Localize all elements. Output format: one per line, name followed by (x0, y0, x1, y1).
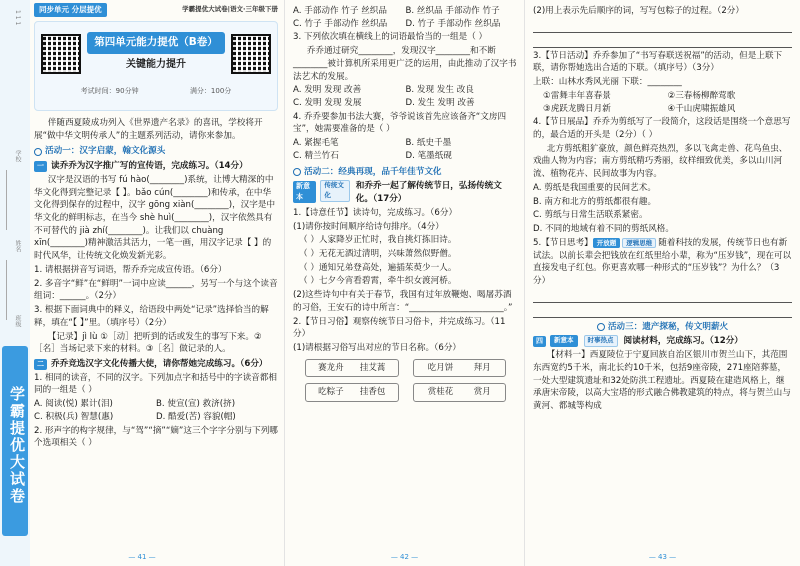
material-text: 【材料一】西夏陵位于宁夏回族自治区银川市贺兰山下，其范围东西宽约5千米，南北长约10千米，包括9座帝陵，271座陪葬墓，一处大型建筑遗址和32处防洪工程遗址。西夏陵在建造风格上，继承唐宋帝陵，以高大宝塔的形式融合佛教建筑的特点，将与贺兰山与黄河、都城等构成 (533, 350, 791, 411)
option[interactable]: A. 紧握毛笔 (293, 138, 339, 149)
question: 3. 根据下面词典中的释义，给语段中两处“记录”选择恰当的解释，填在“【 】”里。（填序号）（2分） (34, 305, 269, 328)
option[interactable]: ④千山虎啸振雄风 (667, 103, 736, 114)
qr-code-icon[interactable] (41, 34, 81, 74)
strip-top-text: 1 1 1 (14, 10, 21, 26)
option-list (293, 5, 518, 30)
page-41 (0, 0, 284, 566)
option[interactable]: C. 发明 发现 发展 (293, 98, 362, 109)
qr-code-icon[interactable] (231, 34, 271, 74)
poem-line: （ ）无花无酒过清明，兴味萧然似野僧。 (299, 248, 457, 259)
topic-pill: 新意本 (550, 335, 578, 347)
passage: 汉字是汉语的书写 fú hào(________)系统，让博大精深的中华文化得到完整记录【 】。bǎo cún(________)和传承，在中华文化得到保存的过程中，汉字 gōng xiàn(________)，汉字是中华文化的鲜明标志，在当今 shè huì(________)，汉字依然具有不可替代的 jià zhí(________)。让我们以 chuàng xīn(________)精神激活其活力，一笔一画，用汉字记录【 】的时代风华，让传统文化焕发新光彩。 (34, 174, 276, 262)
intro-text: 伴随西夏陵成功列入《世界遗产名录》的喜讯，学校将开展“做中华文明传承人”的主题系列活动，请你来参加。 (34, 118, 263, 141)
question: (2)用上表示先后顺序的词，写写包粽子的过程。（2分） (533, 6, 744, 16)
custom-card: 吃粽子 挂香包 (305, 383, 399, 402)
page-number: — 42 — (390, 552, 419, 561)
activity-heading: 活动一：汉字启蒙，翰文化源头 (34, 145, 278, 158)
option[interactable]: B. 纸史千墨 (405, 138, 452, 149)
answer-line[interactable] (533, 291, 792, 303)
custom-card: 吃月饼 拜月 (413, 359, 507, 378)
option[interactable]: C. 积极(兵) 智慧(惠) (34, 411, 114, 422)
section-number: 一 (34, 161, 47, 172)
page-number: — 41 — (128, 552, 156, 561)
question: 5.【节日思考】 开放题 逻辑思维 随着科技的发展，传统节日也有新试法。以前长辈会把钱放在红纸里给小辈，称为“压岁钱”，现在可以直接发电子红包。你更喜欢哪一种形式的“压岁钱”？为什么？（3分） (533, 237, 792, 286)
option[interactable]: ③虎跃龙腾日月新 (543, 103, 611, 114)
page-number: — 43 — (648, 552, 677, 561)
couplet-prompt: 上联：山林水秀风光丽 下联：________ (533, 77, 682, 88)
answer-line[interactable] (533, 21, 792, 33)
activity-heading: 活动三：遗产探秘，传文明薪火 (533, 321, 792, 334)
option[interactable]: ①雷舞丰年喜春景 (543, 90, 611, 101)
question: 2. 形声字的构字规律，与“驾”“摘”“嫡”这三个字字分别与下列哪个选项相关（ ） (34, 425, 278, 449)
option[interactable]: A. 发明 发现 改善 (293, 85, 362, 96)
section-number: 二 (34, 359, 47, 370)
topic-pill: 传统文化 (320, 180, 349, 201)
option-list (293, 137, 518, 162)
class-label: 班级 (14, 315, 21, 327)
question: (2)这些诗句中有关于春节，我国有过年放鞭炮、喝屠苏酒的习俗，王安石的诗中所言：“______________________。” (293, 290, 513, 313)
question: 4.【节日展品】乔乔为剪纸写了一段简介，这段话是围绕一个意思写的，最合适的开头是（2分）（ ） (533, 117, 791, 141)
option[interactable]: D. 竹子 手部动作 丝织品 (405, 18, 501, 29)
magnifier-icon (293, 168, 301, 176)
option-list (543, 90, 792, 115)
question: 4. 乔乔要参加书法大赛，爷爷说该首先应该备齐“文房四宝”，她需要准备的是（ ） (293, 111, 507, 135)
option[interactable]: B. 南方和北方的剪纸都很有趣。 (533, 196, 657, 207)
section-number: 四 (533, 336, 546, 347)
section-heading: 一 读乔乔为汉字推广写的宣传语，完成练习。（14分） (34, 160, 278, 173)
question: 1.【诗意任节】读诗句，完成练习。（6分） (293, 207, 458, 218)
option[interactable]: B. 发现 发生 改良 (405, 85, 474, 96)
option[interactable]: B. 使宣(宣) 救济(挤) (156, 399, 236, 410)
custom-card: 赛龙舟 挂艾蒿 (305, 359, 399, 378)
unit-subtitle: 关键能力提升 (126, 59, 186, 70)
page-42 (284, 0, 524, 566)
topic-pill: 开放题 (593, 238, 621, 248)
option[interactable]: D. 笔墨纸砚 (405, 150, 452, 161)
section-heading: 四 新意本 时事热点 阅读材料，完成练习。（12分） (533, 335, 792, 348)
question: (1)请根据习俗写出对应的节日名称。（6分） (293, 342, 462, 353)
page-43 (524, 0, 800, 566)
series-title: 学霸提优大试卷|语文·三年级下册 (182, 5, 278, 14)
magnifier-icon (34, 148, 42, 156)
side-strip (0, 0, 30, 566)
series-tag: 同步单元 分层提优 (34, 3, 107, 16)
option[interactable]: ②三春杨柳醉莺歌 (667, 90, 736, 101)
custom-cards (305, 359, 506, 402)
section-number: 新意本 (293, 181, 316, 203)
question: 3. 下列依次填在横线上的词语最恰当的一组是（ ） (293, 32, 488, 43)
option[interactable]: C. 剪纸与日常生活联系紧密。 (533, 210, 648, 221)
option[interactable]: A. 剪纸是我国重要的民间艺术。 (533, 182, 656, 193)
custom-card: 赏桂花 赏月 (413, 383, 507, 402)
name-label: 姓名 (14, 240, 21, 252)
option-list (34, 398, 278, 423)
dictionary-definition: 【记录】jì lù ①［动］把听到的话或发生的事写下来。②［名］当场记录下来的材料。③［名］做记录的人。 (34, 331, 262, 355)
activity-heading: 活动二：经典再现，品千年佳节文化 (293, 166, 518, 179)
full-score: 满分：100分 (189, 87, 232, 95)
option[interactable]: C. 竹子 手部动作 丝织品 (293, 18, 388, 29)
passage: 北方剪纸粗犷豪放，颜色鲜亮热烈，多以飞禽走兽、花鸟鱼虫、戏曲人物为内容；南方剪纸精巧秀丽，纹样细致优美，多以山川河流、植物花卉、民间故事为内容。 (533, 143, 788, 180)
unit-header (34, 21, 278, 111)
section-heading: 二 乔乔竞选汉字文化传播大使，请你帮她完成练习。（6分） (34, 358, 278, 371)
school-label: 学校 (14, 150, 21, 162)
exam-time: 考试时间：90分钟 (80, 87, 139, 95)
option[interactable]: A. 手部动作 竹子 丝织品 (293, 6, 387, 16)
question: (1)请你按时间顺序给诗句排序。（4分） (293, 221, 444, 232)
question: 1. 请根据拼音写词语，帮乔乔完成宣传语。（6分） (34, 264, 227, 275)
option-list (293, 84, 518, 109)
topic-pill: 时事热点 (584, 335, 618, 347)
poem-line: （ ）人家降岁正忙时，我自挑灯拣旧诗。 (299, 235, 457, 246)
option[interactable]: C. 精兰竹石 (293, 150, 339, 161)
option[interactable]: A. 阅读(悦) 累计(泪) (34, 399, 113, 410)
question: 2. 多音字“鲜”在“鲜明”一词中应读______，另写一个与这个读音组词：______。（2分） (34, 278, 278, 302)
option[interactable]: D. 不同的地域有着不同的剪纸风格。 (533, 224, 674, 235)
option[interactable]: D. 发生 发明 改善 (405, 98, 475, 109)
poem-line: （ ）七夕今宵看碧霄，牵牛织女渡河桥。 (299, 276, 457, 287)
question: 3.【节日活动】乔乔参加了“书写春联送祝福”的活动，但是上联下联，请你帮她选出合适的下联。（填序号）（3分） (533, 50, 783, 74)
name-field[interactable] (6, 260, 24, 320)
passage: 乔乔通过研究________，发现汉字________和不断________被计算机所采用更广泛的运用，由此推动了汉字书法艺术的发展。 (293, 46, 517, 82)
topic-pill: 逻辑思维 (622, 238, 656, 248)
magnifier-icon (597, 323, 605, 331)
option[interactable]: D. 酷爱(苦) 容貌(帽) (156, 411, 236, 422)
answer-line[interactable] (533, 306, 792, 318)
school-field[interactable] (6, 170, 24, 230)
poem-line: （ ）通知兄弟登高处，遍插茱萸少一人。 (299, 262, 457, 273)
option[interactable]: B. 丝织品 手部动作 竹子 (405, 6, 500, 16)
brand-banner: 学霸提优大试卷 (2, 346, 28, 536)
question: 1. 相同的读音，不同的汉字。下列加点字和括号中的字读音都相同的一组是（ ） (34, 372, 277, 396)
unit-title: 第四单元能力提优（B卷） (87, 32, 225, 54)
section-heading: 新意本 传统文化 和乔乔一起了解传统节日，弘扬传统文化。（17分） (293, 180, 518, 205)
answer-line[interactable] (533, 36, 792, 48)
question: 2.【节日习俗】观察传统节日习俗卡，并完成练习。（11分） (293, 316, 506, 340)
